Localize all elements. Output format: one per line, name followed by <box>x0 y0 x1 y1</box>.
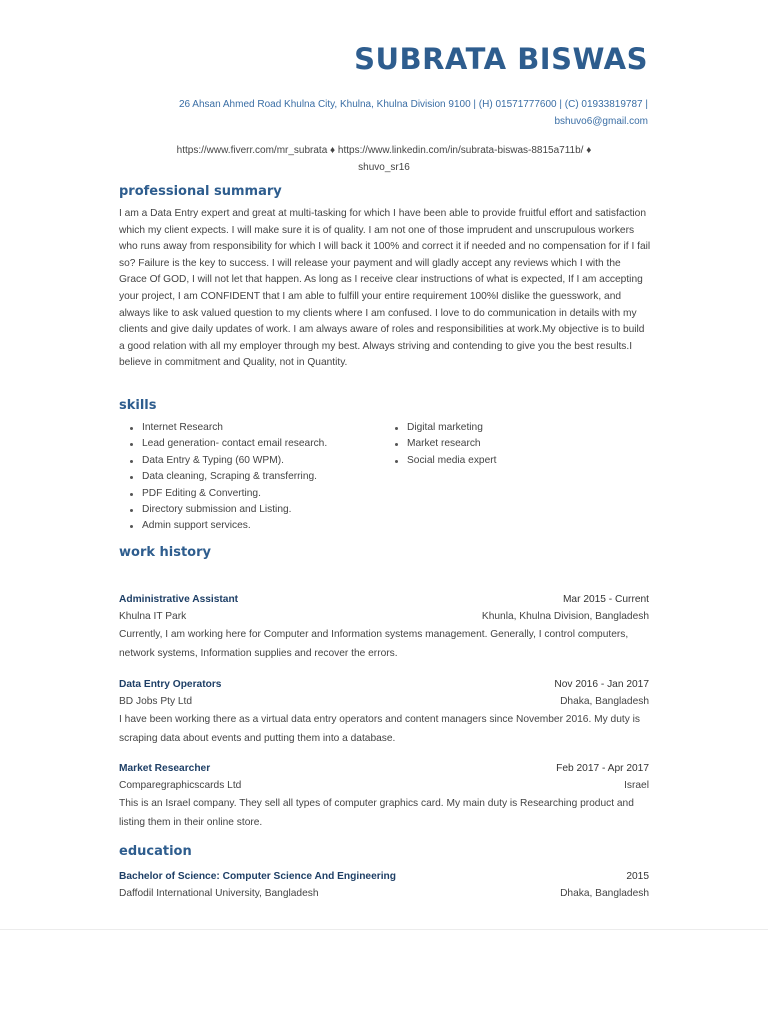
summary-heading: professional summary <box>119 184 282 199</box>
skill-item: Market research <box>384 436 496 452</box>
job-entry <box>119 760 649 832</box>
skill-item: Internet Research <box>119 420 327 436</box>
degree-title: Bachelor of Science: Computer Science And Engineering <box>119 871 397 882</box>
profile-links-line[interactable]: https://www.fiverr.com/mr_subrata ♦ https://www.linkedin.com/in/subrata-biswas-8815a711b/ ♦ <box>176 145 592 156</box>
skills-list-left <box>119 420 327 535</box>
job-title: Data Entry Operators <box>119 679 222 690</box>
job-dates: Mar 2015 - Current <box>562 594 649 605</box>
contact-line-address-phone: 26 Ahsan Ahmed Road Khulna City, Khulna, Khulna Division 9100 | (H) 01571777600 | (C) 01933819787 | <box>178 99 648 110</box>
job-dates: Nov 2016 - Jan 2017 <box>554 679 649 690</box>
school-location: Dhaka, Bangladesh <box>560 888 649 899</box>
skills-list-right <box>384 420 496 469</box>
graduation-year: 2015 <box>626 871 649 882</box>
skill-item: Lead generation- contact email research. <box>119 436 327 452</box>
job-title: Market Researcher <box>119 763 211 774</box>
job-company: Khulna IT Park <box>119 611 187 622</box>
education-entry <box>119 868 649 902</box>
skill-item: PDF Editing & Converting. <box>119 486 327 502</box>
skill-item: Data Entry & Typing (60 WPM). <box>119 453 327 469</box>
skill-item: Digital marketing <box>384 420 496 436</box>
job-location: Dhaka, Bangladesh <box>560 696 649 707</box>
contact-info <box>120 96 648 130</box>
summary-text: I am a Data Entry expert and great at multi-tasking for which I have been able to provide fruitful effort and satisfaction which my client expects. I will make sure it is of quality. I am not one of those imprudent and unscrupulous workers who runs away from responsibility for which I will back it 100% and correct it if needed and no compensation for if I fail so? Failure is the key to success. I will release your payment and will gladly accept any reviews which I with the Grace Of GOD, I will not let that happen. As long as I receive clear instructions of what is expected, If I am accepting your project, I am CONFIDENT that I am able to fulfill your entire requirement 100%I dislike the guesswork, and always like to ask valued question to my clients where I am confused. I love to do communication in details with my clients and give daily updates of work. I am always aware of roles and responsibilities at work.My objective is to build a good relation with all my employer through my best. Always striving and contending to give you the best results.I believe in commitment and Quality, not in Quantity. <box>119 208 651 369</box>
job-title: Administrative Assistant <box>119 594 239 605</box>
job-dates: Feb 2017 - Apr 2017 <box>556 763 649 774</box>
job-entry <box>119 591 649 663</box>
skill-item: Social media expert <box>384 453 496 469</box>
job-location: Israel <box>624 780 649 791</box>
job-location: Khunla, Khulna Division, Bangladesh <box>481 611 649 622</box>
contact-email[interactable]: bshuvo6@gmail.com <box>554 116 648 127</box>
job-description: This is an Israel company. They sell all types of computer graphics card. My main duty is Researching product and listing them in their online store. <box>119 798 634 828</box>
job-description: I have been working there as a virtual data entry operators and content managers since November 2016. My duty is scraping data about events and putting them into a database. <box>119 714 640 744</box>
job-company: BD Jobs Pty Ltd <box>119 696 193 707</box>
work-history-heading: work history <box>119 545 212 560</box>
job-description: Currently, I am working here for Computer and Information systems management. Generally, I control computers, network systems, Information supplies and recover the errors. <box>119 629 629 659</box>
page-divider <box>0 929 768 930</box>
education-heading: education <box>119 844 192 859</box>
candidate-name: SUBRATA BISWAS <box>354 42 648 76</box>
school-name: Daffodil International University, Bangladesh <box>119 888 319 899</box>
job-entry <box>119 676 649 748</box>
skill-item: Admin support services. <box>119 518 327 534</box>
profile-links <box>120 142 648 176</box>
profile-handle: shuvo_sr16 <box>358 162 410 173</box>
skills-heading: skills <box>119 398 157 413</box>
skill-item: Directory submission and Listing. <box>119 502 327 518</box>
job-company: Comparegraphicscards Ltd <box>119 780 242 791</box>
skill-item: Data cleaning, Scraping & transferring. <box>119 469 327 485</box>
